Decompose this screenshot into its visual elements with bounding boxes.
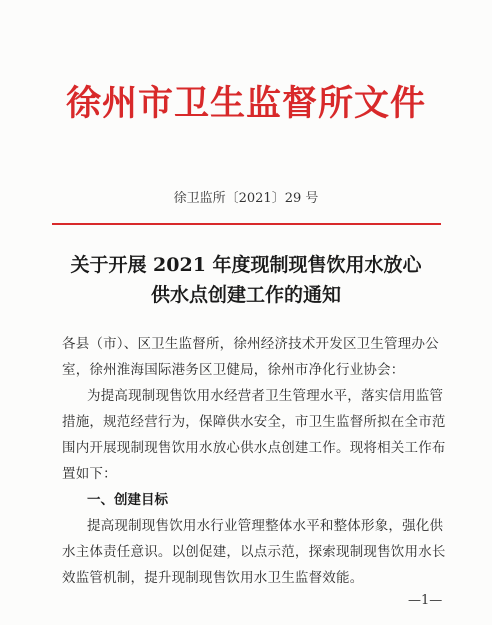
paragraph-1-line-2: 措施，规范经营行为，保障供水安全，市卫生监督所拟在全市范 (62, 414, 446, 430)
notice-title-line-1: 关于开展 2021 年度现制现售饮用水放心 (70, 254, 422, 276)
addressee-line-1: 各县（市）、区卫生监督所，徐州经济技术开发区卫生管理办公 (62, 336, 439, 352)
paragraph-2-line-1: 提高现制现售饮用水行业管理整体水平和整体形象，强化供 (87, 518, 444, 534)
addressee-line-2: 室，徐州淮海国际港务区卫健局，徐州市净化行业协会： (62, 362, 405, 378)
notice-title-line-2: 供水点创建工作的通知 (150, 284, 341, 306)
paragraph-1-line-3: 围内开展现制现售饮用水放心供水点创建工作。现将相关工作布 (62, 440, 446, 456)
paragraph-2-line-3: 效监管机制，提升现制现售饮用水卫生监督效能。 (62, 570, 364, 586)
document-number: 徐卫监所〔2021〕29 号 (173, 191, 319, 206)
paragraph-1-line-4: 置如下： (62, 466, 117, 482)
paragraph-2-line-2: 水主体责任意识。以创促建，以点示范，探索现制现售饮用水长 (62, 544, 446, 560)
issuer-header: 徐州市卫生监督所文件 (65, 83, 426, 124)
section-heading-1: 一、创建目标 (87, 492, 168, 508)
red-divider (52, 223, 441, 225)
paragraph-1-line-1: 为提高现制现售饮用水经营者卫生管理水平，落实信用监管 (87, 388, 444, 404)
page-number: —1— (408, 593, 443, 608)
